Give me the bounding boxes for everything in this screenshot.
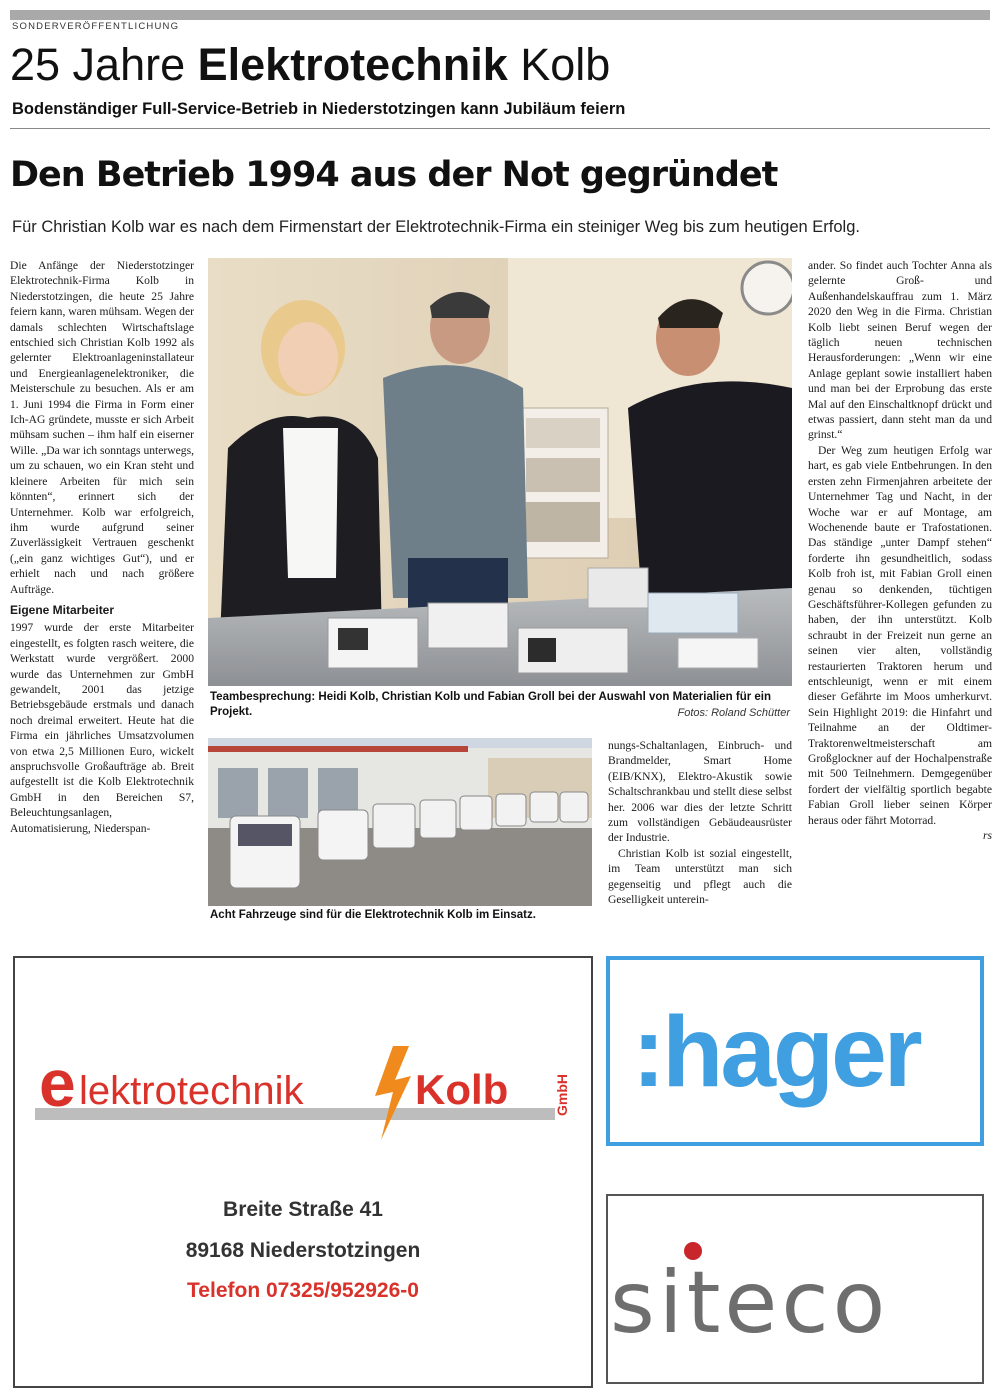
vehicle-fleet-illustration <box>208 738 592 906</box>
paragraph: nungs-Schaltanlagen, Einbruch- und Brandmelder, Smart Home (EIB/KNX), Elektro-Akustik sowie Schaltschrankbau und stellt diese selbst her. 2006 war dies der letzte Schritt zum vollständigen Gebäudeausrüster der Industrie. <box>608 739 792 845</box>
paragraph: Der Weg zum heutigen Erfolg war hart, es gab viele Entbehrungen. In den ersten zehn Firmenjahren arbeitete der Unternehmer Tag und Nacht, in der Woche war er auf Montage, am Wochenende baute er Trafostationen. Das ständige „unter Dampf stehen“ forderte ihn gesundheitlich, sodass Kolb froh ist, mit Fabian Groll einen genau so denkenden, tüchtigen Geschäftsführer-Kollegen gefunden zu haben, der ihn unterstützt. Kolb schraubt in der Freizeit nun gerne an seinen vier alten, vollständig restaurierten Traktoren herum und entschleunigt, wenn er mit einem dieser Gefährte im Moos umherkurvt. Sein Highlight 2019: die Hinfahrt und Teilnahme an der Oldtimer-Traktorenweltmeisterschaft am Großglockner auf der Hochalpenstraße mit 500 Teilnehmern. Demgegenüber fordert der vielfältig sportlich begabte Fabian Groll lieber seinen Körper heraus oder fährt Motorrad. <box>808 443 992 827</box>
kolb-logo-word: lektrotechnik <box>79 1069 304 1113</box>
author-signature: rs <box>982 829 992 843</box>
siteco-logo: siteco <box>610 1253 890 1353</box>
paragraph: Christian Kolb ist sozial eingestellt, im Team unterstützt man sich gegenseitig und pflegt auch die Geselligkeit unterein- <box>608 846 792 907</box>
lightning-bolt-icon <box>375 1046 411 1140</box>
photo-credit: Fotos: Roland Schütter <box>677 707 790 719</box>
kolb-logo <box>15 1018 591 1228</box>
article-dek: Für Christian Kolb war es nach dem Firmenstart der Elektrotechnik-Firma ein steiniger Weg bis zum heutigen Erfolg. <box>12 218 860 236</box>
article-column-3 <box>608 738 792 928</box>
team-meeting-illustration <box>208 258 792 686</box>
hager-advertisement <box>606 956 984 1146</box>
kolb-logo-kolb: Kolb <box>415 1066 509 1113</box>
photo2-caption: Acht Fahrzeuge sind für die Elektrotechnik Kolb im Einsatz. <box>210 909 536 921</box>
paragraph: 1997 wurde der erste Mitarbeiter eingestellt, es folgten rasch weitere, die Werkstatt wurde vergrößert. 2000 wurde das Unternehmen zur GmbH gewandelt, 2001 das jetzige Betriebsgebäude erstmals und danach noch dreimal erweitert. Heute hat die Firma ein jährliches Umsatzvolumen von etwa 2,5 Millionen Euro, wickelt anspruchsvolle Großaufträge ab. Breit aufgestellt ist die Kolb Elektrotechnik GmbH in den Bereichen S7, Beleuchtungsanlagen, Automatisierung, Niederspan- <box>10 621 194 835</box>
title-suffix: Kolb <box>507 39 611 90</box>
paragraph: ander. So findet auch Tochter Anna als gelernte Groß- und Außenhandelskauffrau zum 1. März 2020 den Weg in die Firma. Christian Kolb liebt seinen Beruf wegen der täglich neuen technischen Herausforderungen: „Wenn wir eine Anlage geplant sowie installiert haben und man bei der Erprobung das erste Mal auf den Einschaltknopf drückt und etwas passiert, dann steht man da und grinst.“ <box>808 259 992 442</box>
title-prefix: 25 Jahre <box>10 39 198 90</box>
kolb-city: 89168 Niederstotzingen <box>185 1239 421 1262</box>
header-divider <box>10 128 990 129</box>
section-kicker: SONDERVERÖFFENTLICHUNG <box>12 21 180 32</box>
paragraph: Die Anfänge der Niederstotzinger Elektrotechnik-Firma Kolb in Niederstotzingen, die heute 25 Jahre feiern kann, waren mühsam. Wegen der damals schlechten Wirtschaftslage entschied sich Christian Kolb 1992 als gelernter Elektroanlageninstallateur und Energieanlagenelektroniker, die Meisterschule zu besuchen. Als er am 1. Juni 1994 die Firma in Form einer Ich-AG gründete, musste er sich Arbeit mühsam suchen – ihm half ein eiserner Wille. „Da war ich sonntags unterwegs, um zu schauen, wo ein Kran steht und kleinere Arbeiten für mich sein könnten“, erinnert sich der Unternehmer. Kolb war erfolgreich, ihm wurde aufgrund seiner Zuverlässigkeit Vertrauen geschenkt („ein ganz wichtiges Gut“), und er erhielt nach und nach größere Aufträge. <box>10 259 194 596</box>
article-headline: Den Betrieb 1994 aus der Not gegründet <box>10 155 778 195</box>
kolb-street: Breite Straße 41 <box>223 1198 383 1221</box>
kolb-phone: Telefon 07325/952926-0 <box>187 1279 419 1302</box>
section-heading: Eigene Mitarbeiter <box>10 602 115 617</box>
team-meeting-photo <box>208 258 792 686</box>
article-column-4 <box>808 258 992 926</box>
page-subtitle: Bodenständiger Full-Service-Betrieb in Niederstotzingen kann Jubiläum feiern <box>12 100 626 118</box>
kolb-logo-gmbh: GmbH <box>554 1074 570 1116</box>
vehicle-fleet-photo <box>208 738 592 906</box>
kolb-advertisement <box>13 956 593 1388</box>
article-column-1 <box>10 258 194 926</box>
page-title <box>10 36 610 94</box>
kolb-logo-e: e <box>39 1046 76 1120</box>
siteco-advertisement <box>606 1194 984 1384</box>
top-bar <box>10 10 990 20</box>
title-bold: Elektrotechnik <box>197 39 508 90</box>
hager-logo: :hager <box>632 996 920 1108</box>
photo1-caption: Teambesprechung: Heidi Kolb, Christian Kolb und Fabian Groll bei der Auswahl von Materialien für ein Projekt. <box>210 691 772 718</box>
